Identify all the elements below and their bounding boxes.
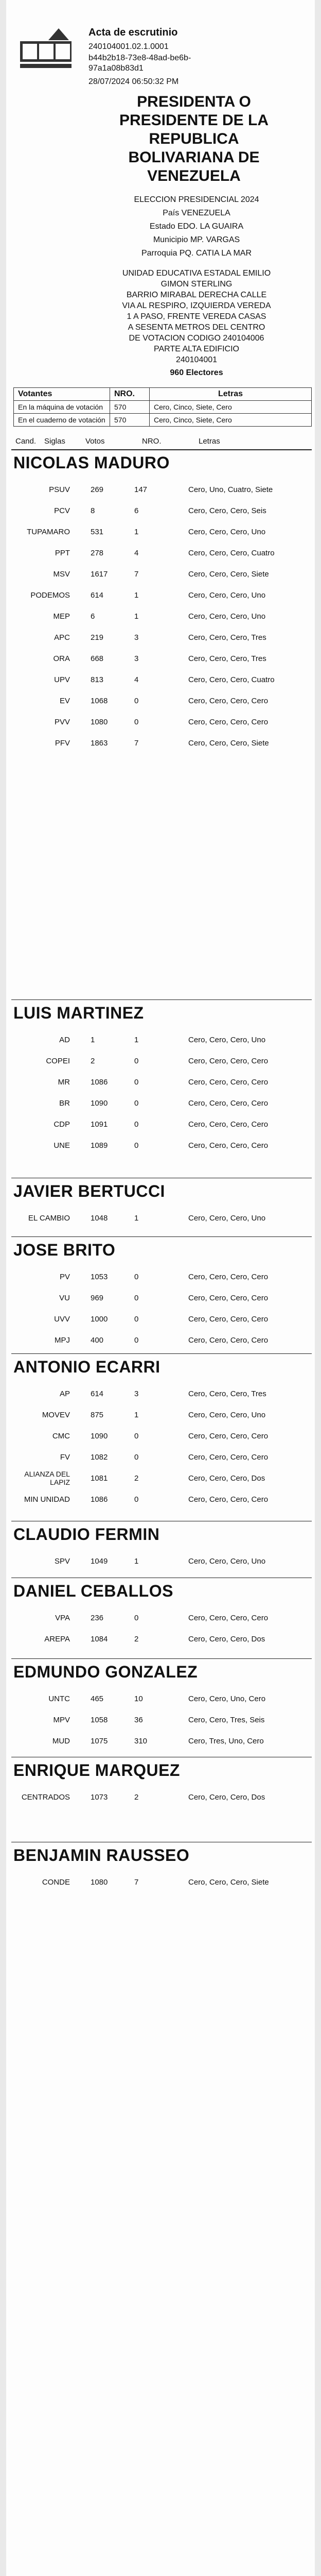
party-row <box>13 628 312 649</box>
party-votos: 1048 <box>91 1214 108 1223</box>
party-row <box>13 1267 312 1288</box>
party-votos: 1086 <box>91 1078 108 1087</box>
party-row <box>13 1073 312 1093</box>
state: Estado EDO. LA GUAIRA <box>149 222 244 231</box>
party-letras: Cero, Cero, Cero, Cero <box>188 1099 269 1108</box>
party-sigla: EV <box>59 697 70 705</box>
parish: Parroquia PQ. CATIA LA MAR <box>141 249 252 258</box>
party-votos: 1082 <box>91 1453 108 1462</box>
party-nro: 0 <box>134 1336 139 1345</box>
party-sigla: FV <box>60 1453 70 1462</box>
party-letras: Cero, Cero, Cero, Dos <box>188 1635 265 1643</box>
party-sigla: MOVEV <box>42 1411 70 1419</box>
party-sigla: MIN UNIDAD <box>24 1495 70 1504</box>
party-votos: 269 <box>91 485 104 494</box>
party-sigla: ALIANZA DEL LAPIZ <box>24 1470 70 1486</box>
party-nro: 0 <box>134 1432 139 1440</box>
party-row <box>13 1630 312 1650</box>
party-nro: 1 <box>134 1557 139 1566</box>
candidate-name: ENRIQUE MARQUEZ <box>13 1761 180 1780</box>
candidate-name: ANTONIO ECARRI <box>13 1358 160 1376</box>
party-nro: 1 <box>134 612 139 621</box>
party-nro: 7 <box>134 739 139 748</box>
party-letras: Cero, Cero, Cero, Siete <box>188 1878 269 1887</box>
party-votos: 1058 <box>91 1716 108 1724</box>
party-letras: Cero, Cero, Cero, Cero <box>188 1432 269 1440</box>
party-nro: 310 <box>134 1737 148 1745</box>
party-votos: 1081 <box>91 1474 108 1483</box>
party-votos: 875 <box>91 1411 104 1419</box>
party-votos: 219 <box>91 633 104 642</box>
party-sigla: VPA <box>55 1614 70 1622</box>
party-sigla: MUD <box>52 1737 70 1745</box>
party-sigla: BR <box>59 1099 70 1108</box>
party-letras: Cero, Cero, Cero, Siete <box>188 739 269 748</box>
party-votos: 614 <box>91 591 104 600</box>
party-letras: Cero, Cero, Cero, Tres <box>188 654 266 663</box>
party-row <box>13 1608 312 1629</box>
party-sigla: MPV <box>53 1716 70 1724</box>
party-votos: 278 <box>91 549 104 557</box>
party-sigla: UNTC <box>48 1694 70 1703</box>
party-votos: 969 <box>91 1294 104 1302</box>
party-nro: 1 <box>134 1036 139 1044</box>
party-nro: 1 <box>134 591 139 600</box>
party-row <box>13 1732 312 1752</box>
party-row <box>13 1289 312 1309</box>
party-sigla: PCV <box>54 506 70 515</box>
party-nro: 147 <box>134 485 148 494</box>
divider <box>11 449 312 450</box>
party-sigla: PPT <box>55 549 70 557</box>
party-row <box>13 607 312 628</box>
election-name: ELECCION PRESIDENCIAL 2024 <box>134 195 259 204</box>
party-letras: Cero, Cero, Cero, Uno <box>188 1214 266 1223</box>
party-sigla: PFV <box>55 739 70 748</box>
party-nro: 0 <box>134 1614 139 1622</box>
party-letras: Cero, Cero, Cero, Uno <box>188 528 266 536</box>
party-nro: 0 <box>134 1315 139 1324</box>
acta-paper: Acta de escrutinio 240104001.02.1.0001 b44b2b18-73e8-48ad-be6b- 97a1a08b83d1 28/07/2024 06:50:32 PM PRESIDENTA O PRESIDENTE DE LA REPUBLICA BOLIVARIANA DE VENEZUELA ELECCION PRESIDENCIAL 2024 País VENEZUELA Estado EDO. LA GUAIRA Municipio MP. VARGAS Parroquia PQ. CATIA LA MAR UNIDAD EDUCATIVA ESTADAL EMILIO GIMON STERLING BARRIO MIRABAL DERECHA CALLE VIA AL RESPIRO, IZQUIERDA VEREDA 1 A PASO, FRENTE VEREDA CASAS A SESENTA METROS DEL CENTRO DE VOTACION CODIGO 240104006 PARTE ALTA EDIFICIO 240104001 960 Electores Votantes NRO. Letras En la máquina de votación 570 Cero, Cinco, Siete, Cero En el cuaderno de votación 570 Cero, Cinco, Siete, Cero Cand. Siglas Votos NRO. Letras NICOLAS MADURO PSUV 269 147 Cero, Uno, Cuatro, Siete PCV 8 6 Cero, Cero, Cero, Seis TUPAMARO 531 1 Cero, Cero, Cero, Uno PPT 278 4 Cero, Cero, Cero, Cuatro MSV 1617 7 Cero, Cero, Cero, Siete PODEMOS 614 1 Cero, Cero, Cero, Uno MEP 6 1 Cero, Cero, Cero, Uno APC 219 3 Cero, Cero, Cero, Tres ORA 668 3 Cero, Cero, Cero, Tres UPV 813 4 Cero, Cero, Cero, Cuatro EV 1068 0 Cero, Cero, Cero, Cero PVV 1080 0 Cero, Cero, Cero, Cero PFV 1863 7 Cero, Cero, Cero, Siete LUIS MARTINEZ AD 1 1 Cero, Cero, Cero, Uno COPEI 2 0 Cero, Cero, Cero, Cero MR 1086 0 Cero, Cero, Cero, Cero BR 1090 0 Cero, Cero, Cero, Cero CDP 1091 0 Cero, Cero, Cero, Cero UNE 1089 0 Cero, Cero, Cero, Cero JAVIER BERTUCCI EL CAMBIO 1048 1 Cero, Cero, Cero, Uno JOSE BRITO PV 1053 0 Cero, Cero, Cero, Cero VU 969 0 Cero, Cero, Cero, Cero UVV 1000 0 Cero, Cero, Cero, Cero MPJ 400 0 Cero, Cero, Cero, Cero ANTONIO ECARRI AP 614 3 Cero, Cero, Cero, Tres MOVEV 875 1 Cero, Cero, Cero, Uno CMC 1090 0 Cero, Cero, Cero, Cero FV 1082 0 Cero, Cero, Cero, Cero ALIANZA DEL LAPIZ 1081 2 Cero, Cero, Cero, Dos MIN UNIDAD 1086 0 Cero, Cero, Cero, Cero CLAUDIO FERMIN SPV 1049 1 Cero, Cero, Cero, Uno DANIEL CEBALLOS VPA 236 0 Cero, Cero, Cero, Cero AREPA 1084 2 Cero, Cero, Cero, Dos EDMUNDO GONZALEZ UNTC 465 10 Cero, Cero, Uno, Cero MPV 1058 36 Cero, Cero, Tres, Seis MUD 1075 310 Cero, Tres, Uno, Cero ENRIQUE MARQUEZ CENTRADOS 1073 2 Cero, Cero, Cero, Dos BENJAMIN RAUSSEO CONDE 1080 7 Cero, Cero, Cero, Siete <box>6 0 315 2576</box>
party-sigla: PV <box>59 1273 70 1281</box>
candidate-name: BENJAMIN RAUSSEO <box>13 1846 190 1865</box>
party-letras: Cero, Cero, Cero, Cero <box>188 1078 269 1087</box>
party-letras: Cero, Cero, Cero, Uno <box>188 591 266 600</box>
party-sigla: PODEMOS <box>30 591 70 600</box>
party-nro: 0 <box>134 697 139 705</box>
party-votos: 1075 <box>91 1737 108 1745</box>
party-letras: Cero, Cero, Cero, Cuatro <box>188 675 275 684</box>
candidate-name: JOSE BRITO <box>13 1241 116 1259</box>
party-row <box>13 1405 312 1426</box>
party-letras: Cero, Cero, Cero, Uno <box>188 1557 266 1566</box>
party-nro: 0 <box>134 1294 139 1302</box>
party-votos: 1084 <box>91 1635 108 1643</box>
party-row <box>13 1448 312 1468</box>
party-row <box>13 501 312 522</box>
party-sigla: CENTRADOS <box>21 1793 70 1802</box>
party-letras: Cero, Cero, Cero, Cero <box>188 1294 269 1302</box>
party-sigla: COPEI <box>46 1057 70 1065</box>
party-nro: 7 <box>134 1878 139 1887</box>
party-row <box>13 1873 312 1893</box>
party-votos: 236 <box>91 1614 104 1622</box>
party-letras: Cero, Cero, Cero, Cero <box>188 1273 269 1281</box>
party-nro: 0 <box>134 1273 139 1281</box>
party-nro: 0 <box>134 1120 139 1129</box>
party-nro: 0 <box>134 1078 139 1087</box>
party-nro: 1 <box>134 528 139 536</box>
party-nro: 3 <box>134 633 139 642</box>
hash-line-2: 97a1a08b83d1 <box>88 64 144 73</box>
party-sigla: AP <box>59 1389 70 1398</box>
party-votos: 668 <box>91 654 104 663</box>
party-votos: 1049 <box>91 1557 108 1566</box>
divider <box>11 1236 312 1237</box>
party-votos: 1080 <box>91 718 108 726</box>
party-sigla: VU <box>59 1294 70 1302</box>
party-row <box>13 1310 312 1330</box>
party-row <box>13 480 312 501</box>
party-nro: 0 <box>134 718 139 726</box>
divider <box>11 1658 312 1659</box>
party-votos: 1073 <box>91 1793 108 1802</box>
party-nro: 0 <box>134 1141 139 1150</box>
party-row <box>13 1052 312 1072</box>
party-votos: 1091 <box>91 1120 108 1129</box>
party-nro: 0 <box>134 1057 139 1065</box>
party-sigla: AD <box>59 1036 70 1044</box>
party-row <box>13 734 312 754</box>
candidate-name: EDMUNDO GONZALEZ <box>13 1663 198 1681</box>
party-votos: 465 <box>91 1694 104 1703</box>
party-row <box>13 1136 312 1157</box>
party-row <box>13 1331 312 1351</box>
party-nro: 10 <box>134 1694 143 1703</box>
party-letras: Cero, Cero, Tres, Seis <box>188 1716 265 1724</box>
party-nro: 6 <box>134 506 139 515</box>
party-votos: 1086 <box>91 1495 108 1504</box>
party-letras: Cero, Cero, Cero, Seis <box>188 506 266 515</box>
party-votos: 6 <box>91 612 95 621</box>
party-row <box>13 544 312 564</box>
party-sigla: UPV <box>54 675 70 684</box>
party-letras: Cero, Cero, Cero, Cuatro <box>188 549 275 557</box>
party-row <box>13 1689 312 1710</box>
party-votos: 1080 <box>91 1878 108 1887</box>
party-row <box>13 1030 312 1051</box>
party-row <box>13 1094 312 1114</box>
country: País VENEZUELA <box>163 209 230 217</box>
election-info <box>83 193 310 260</box>
divider <box>11 999 312 1000</box>
party-row <box>13 691 312 712</box>
party-sigla: PVV <box>54 718 70 726</box>
party-sigla: TUPAMARO <box>27 528 70 536</box>
party-row <box>13 649 312 670</box>
party-sigla: EL CAMBIO <box>28 1214 70 1223</box>
party-votos: 1053 <box>91 1273 108 1281</box>
candidate-name: DANIEL CEBALLOS <box>13 1582 173 1600</box>
party-letras: Cero, Cero, Cero, Cero <box>188 1336 269 1345</box>
party-nro: 2 <box>134 1635 139 1643</box>
party-nro: 0 <box>134 1099 139 1108</box>
party-nro: 2 <box>134 1474 139 1483</box>
party-letras: Cero, Cero, Cero, Cero <box>188 1614 269 1622</box>
party-letras: Cero, Uno, Cuatro, Siete <box>188 485 273 494</box>
party-row <box>13 522 312 543</box>
party-letras: Cero, Cero, Cero, Uno <box>188 1036 266 1044</box>
party-votos: 1068 <box>91 697 108 705</box>
party-votos: 813 <box>91 675 104 684</box>
party-sigla: AREPA <box>44 1635 70 1643</box>
party-nro: 4 <box>134 675 139 684</box>
candidate-name: JAVIER BERTUCCI <box>13 1182 165 1200</box>
votantes-table: Votantes NRO. Letras En la máquina de votación 570 Cero, Cinco, Siete, Cero En el cuaderno de votación 570 Cero, Cinco, Siete, Cero <box>13 387 312 427</box>
party-votos: 1090 <box>91 1099 108 1108</box>
party-sigla: APC <box>54 633 70 642</box>
party-row <box>13 1469 312 1489</box>
party-letras: Cero, Cero, Cero, Cero <box>188 718 269 726</box>
party-row <box>13 565 312 585</box>
party-letras: Cero, Cero, Cero, Tres <box>188 633 266 642</box>
party-row <box>13 1209 312 1229</box>
party-letras: Cero, Cero, Cero, Dos <box>188 1474 265 1483</box>
party-sigla: MPJ <box>55 1336 70 1345</box>
party-votos: 531 <box>91 528 104 536</box>
party-votos: 8 <box>91 506 95 515</box>
party-sigla: MSV <box>53 570 70 579</box>
party-letras: Cero, Cero, Cero, Cero <box>188 1141 269 1150</box>
party-row <box>13 1490 312 1511</box>
divider <box>11 1353 312 1354</box>
electors-count: 960 Electores <box>170 368 223 377</box>
party-row <box>13 1427 312 1447</box>
party-votos: 1090 <box>91 1432 108 1440</box>
party-letras: Cero, Cero, Cero, Uno <box>188 612 266 621</box>
party-votos: 1089 <box>91 1141 108 1150</box>
party-letras: Cero, Cero, Cero, Uno <box>188 1411 266 1419</box>
party-sigla: CMC <box>52 1432 70 1440</box>
municipality: Municipio MP. VARGAS <box>153 235 240 244</box>
party-letras: Cero, Cero, Cero, Siete <box>188 570 269 579</box>
party-votos: 1 <box>91 1036 95 1044</box>
party-row <box>13 1384 312 1405</box>
party-row <box>13 713 312 733</box>
party-votos: 1000 <box>91 1315 108 1324</box>
party-sigla: CONDE <box>42 1878 70 1887</box>
candidate-name: CLAUDIO FERMIN <box>13 1525 160 1544</box>
candidate-name: LUIS MARTINEZ <box>13 1004 144 1022</box>
cne-logo-icon <box>17 26 74 72</box>
party-sigla: MEP <box>53 612 70 621</box>
party-nro: 1 <box>134 1411 139 1419</box>
acta-title: Acta de escrutinio <box>88 27 178 38</box>
party-letras: Cero, Cero, Uno, Cero <box>188 1694 266 1703</box>
party-sigla: UVV <box>54 1315 70 1324</box>
party-row <box>13 1710 312 1731</box>
party-nro: 0 <box>134 1453 139 1462</box>
hash-line-1: b44b2b18-73e8-48ad-be6b- <box>88 54 191 62</box>
party-sigla: MR <box>58 1078 70 1087</box>
party-letras: Cero, Cero, Cero, Cero <box>188 1057 269 1065</box>
party-sigla: PSUV <box>49 485 70 494</box>
party-sigla: UNE <box>53 1141 70 1150</box>
party-votos: 2 <box>91 1057 95 1065</box>
party-letras: Cero, Cero, Cero, Dos <box>188 1793 265 1802</box>
party-votos: 614 <box>91 1389 104 1398</box>
party-nro: 36 <box>134 1716 143 1724</box>
party-votos: 1863 <box>91 739 108 748</box>
party-sigla: CDP <box>53 1120 70 1129</box>
party-nro: 7 <box>134 570 139 579</box>
party-sigla: ORA <box>53 654 70 663</box>
party-row <box>13 586 312 606</box>
party-votos: 400 <box>91 1336 104 1345</box>
party-letras: Cero, Cero, Cero, Cero <box>188 1120 269 1129</box>
party-row <box>13 1552 312 1572</box>
party-nro: 0 <box>134 1495 139 1504</box>
party-row <box>13 670 312 691</box>
party-row <box>13 1788 312 1808</box>
party-nro: 3 <box>134 1389 139 1398</box>
party-letras: Cero, Cero, Cero, Cero <box>188 1315 269 1324</box>
headline: PRESIDENTA O PRESIDENTE DE LA REPUBLICA BOLIVARIANA DE VENEZUELA <box>119 93 269 184</box>
acta-datetime: 28/07/2024 06:50:32 PM <box>88 77 179 86</box>
party-sigla: SPV <box>54 1557 70 1566</box>
voting-center: UNIDAD EDUCATIVA ESTADAL EMILIO GIMON STERLING BARRIO MIRABAL DERECHA CALLE VIA AL RESPIRO, IZQUIERDA VEREDA 1 A PASO, FRENTE VEREDA CASAS A SESENTA METROS DEL CENTRO DE VOTACION CODIGO 240104006 PARTE ALTA EDIFICIO 240104001 960 Electores <box>83 268 310 378</box>
candidate-name: NICOLAS MADURO <box>13 453 170 472</box>
party-letras: Cero, Cero, Cero, Cero <box>188 1453 269 1462</box>
acta-id: 240104001.02.1.0001 <box>88 42 169 51</box>
party-letras: Cero, Tres, Uno, Cero <box>188 1737 264 1745</box>
party-letras: Cero, Cero, Cero, Cero <box>188 697 269 705</box>
party-nro: 1 <box>134 1214 139 1223</box>
party-nro: 2 <box>134 1793 139 1802</box>
party-letras: Cero, Cero, Cero, Tres <box>188 1389 266 1398</box>
party-votos: 1617 <box>91 570 108 579</box>
party-nro: 4 <box>134 549 139 557</box>
party-nro: 3 <box>134 654 139 663</box>
party-row <box>13 1115 312 1136</box>
party-letras: Cero, Cero, Cero, Cero <box>188 1495 269 1504</box>
